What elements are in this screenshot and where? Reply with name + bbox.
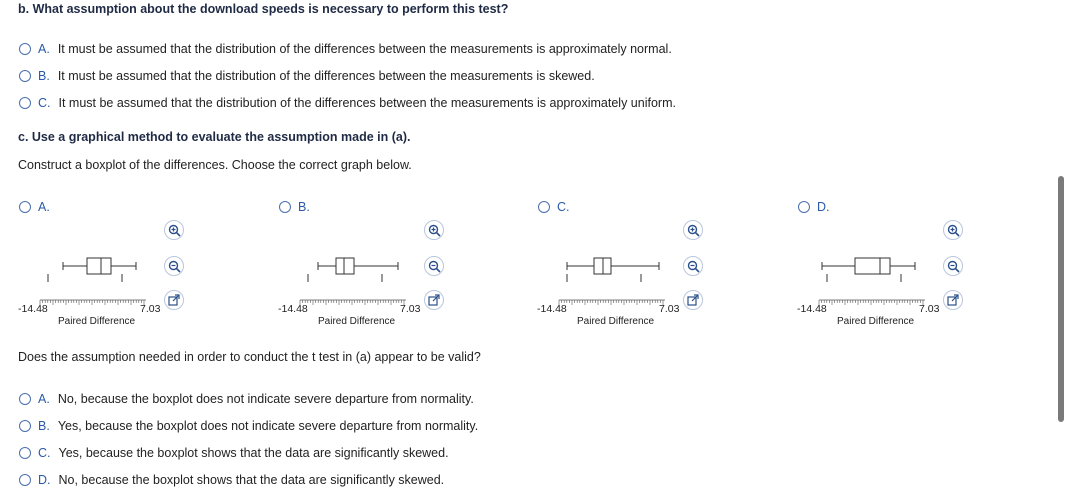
graph-letter: B.	[298, 200, 310, 214]
zoom-in-button[interactable]	[424, 220, 444, 240]
zoom-out-icon	[947, 260, 960, 273]
zoom-in-button[interactable]	[683, 220, 703, 240]
option-letter: B.	[38, 419, 50, 433]
option-b-b[interactable]	[19, 68, 595, 84]
tick-min: -14.48	[797, 303, 827, 315]
external-link-icon	[947, 294, 959, 306]
radio-button[interactable]	[19, 43, 31, 55]
radio-button[interactable]	[19, 474, 31, 486]
zoom-in-icon	[687, 224, 700, 237]
option-valid-c[interactable]	[19, 445, 449, 461]
graph-letter: A.	[38, 200, 50, 214]
boxplot-chart	[797, 196, 947, 316]
x-axis-label: Paired Difference	[58, 316, 136, 327]
boxplot-chart	[537, 196, 687, 316]
zoom-out-button[interactable]	[164, 256, 184, 276]
popout-button[interactable]	[424, 290, 444, 310]
zoom-out-icon	[428, 260, 441, 273]
option-letter: A.	[38, 42, 50, 56]
option-letter: C.	[38, 96, 51, 110]
validity-question-prompt: Does the assumption needed in order to conduct the t test in (a) appear to be valid?	[18, 350, 481, 364]
external-link-icon	[687, 294, 699, 306]
popout-button[interactable]	[943, 290, 963, 310]
tick-max: 7.03	[659, 303, 680, 315]
radio-button[interactable]	[19, 393, 31, 405]
zoom-in-icon	[168, 224, 181, 237]
radio-button[interactable]	[19, 97, 31, 109]
radio-button[interactable]	[19, 420, 31, 432]
option-letter: C.	[38, 446, 51, 460]
option-letter: D.	[38, 473, 51, 487]
option-text: It must be assumed that the distribution of the differences between the measurements is approximately normal.	[57, 42, 672, 56]
graph-option-c[interactable]	[537, 196, 717, 336]
zoom-out-button[interactable]	[943, 256, 963, 276]
option-text: Yes, because the boxplot shows that the data are significantly skewed.	[58, 446, 449, 460]
tick-max: 7.03	[919, 303, 940, 315]
zoom-in-button[interactable]	[943, 220, 963, 240]
tick-min: -14.48	[18, 303, 48, 315]
scrollbar-thumb[interactable]	[1058, 176, 1064, 422]
tick-max: 7.03	[400, 303, 421, 315]
question-c-instruction: Construct a boxplot of the differences. Choose the correct graph below.	[18, 158, 412, 172]
option-letter: A.	[38, 392, 50, 406]
external-link-icon	[428, 294, 440, 306]
box-iqr	[87, 258, 111, 274]
zoom-out-icon	[687, 260, 700, 273]
option-valid-b[interactable]	[19, 418, 478, 434]
tick-min: -14.48	[537, 303, 567, 315]
zoom-out-icon	[168, 260, 181, 273]
zoom-out-button[interactable]	[683, 256, 703, 276]
option-text: No, because the boxplot shows that the data are significantly skewed.	[58, 473, 445, 487]
question-c-prompt: c. Use a graphical method to evaluate the assumption made in (a).	[18, 130, 411, 144]
option-text: No, because the boxplot does not indicate severe departure from normality.	[57, 392, 474, 406]
option-text: It must be assumed that the distribution of the differences between the measurements is skewed.	[57, 69, 595, 83]
option-valid-a[interactable]	[19, 391, 474, 407]
radio-button[interactable]	[19, 70, 31, 82]
option-valid-d[interactable]	[19, 472, 444, 488]
zoom-in-icon	[428, 224, 441, 237]
graph-option-a[interactable]	[18, 196, 198, 336]
external-link-icon	[168, 294, 180, 306]
boxplot-chart	[278, 196, 428, 316]
boxplot-chart	[18, 196, 168, 316]
option-b-a[interactable]	[19, 41, 672, 57]
graph-letter: D.	[817, 200, 830, 214]
x-axis-label: Paired Difference	[577, 316, 655, 327]
box-iqr	[336, 258, 354, 274]
graph-letter: C.	[557, 200, 570, 214]
tick-max: 7.03	[140, 303, 161, 315]
zoom-out-button[interactable]	[424, 256, 444, 276]
graph-option-d[interactable]	[797, 196, 977, 336]
graph-option-b[interactable]	[278, 196, 458, 336]
tick-min: -14.48	[278, 303, 308, 315]
zoom-in-icon	[947, 224, 960, 237]
option-letter: B.	[38, 69, 50, 83]
radio-button[interactable]	[19, 447, 31, 459]
option-text: It must be assumed that the distribution of the differences between the measurements is approximately uniform.	[58, 96, 676, 110]
option-text: Yes, because the boxplot does not indicate severe departure from normality.	[57, 419, 479, 433]
zoom-in-button[interactable]	[164, 220, 184, 240]
box-iqr	[855, 258, 890, 274]
popout-button[interactable]	[164, 290, 184, 310]
x-axis-label: Paired Difference	[837, 316, 915, 327]
x-axis-label: Paired Difference	[318, 316, 396, 327]
popout-button[interactable]	[683, 290, 703, 310]
question-b-prompt: b. What assumption about the download speeds is necessary to perform this test?	[18, 2, 509, 16]
option-b-c[interactable]	[19, 95, 676, 111]
